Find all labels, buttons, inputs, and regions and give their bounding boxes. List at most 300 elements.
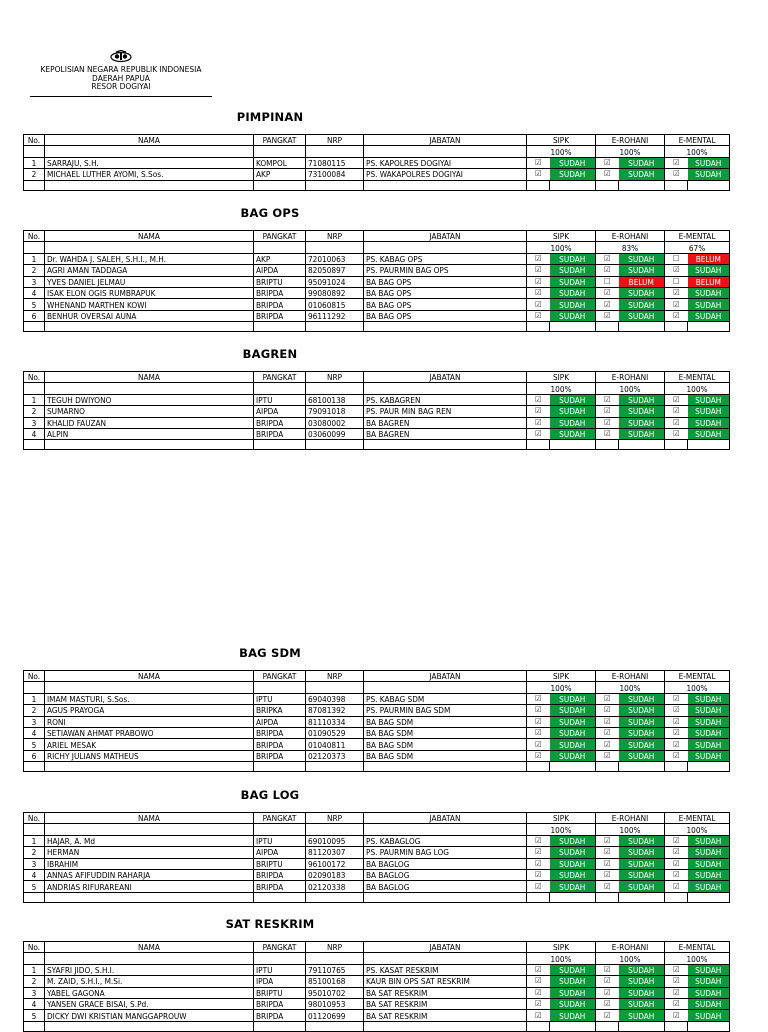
- sipk-status: SUDAH: [550, 739, 596, 750]
- sipk-status: SUDAH: [550, 705, 596, 716]
- pct-spacer-cell: [306, 953, 364, 964]
- col-header-erohani: E-ROHANI: [596, 942, 665, 953]
- erohani-status: SUDAH: [619, 869, 665, 880]
- empty-cell: [254, 440, 306, 450]
- col-header-emental: E-MENTAL: [665, 231, 730, 242]
- emental-status: SUDAH: [688, 835, 730, 846]
- erohani-checkbox-icon: ☑: [596, 299, 619, 310]
- empty-cell: [45, 180, 254, 190]
- row-nama: BENHUR OVERSAI AUNA: [45, 310, 254, 321]
- section-title-bagren: BAGREN: [242, 347, 298, 361]
- table-header-row: [24, 942, 730, 953]
- pct-spacer-cell: [306, 824, 364, 835]
- erohani-status: SUDAH: [619, 750, 665, 761]
- row-no: 1: [24, 157, 45, 168]
- col-header-erohani: E-ROHANI: [596, 135, 665, 146]
- sipk-percentage: 100%: [527, 682, 596, 693]
- emental-status: SUDAH: [688, 998, 730, 1009]
- table-row: [24, 253, 730, 264]
- row-no: 3: [24, 716, 45, 727]
- sipk-checkbox-icon: ☑: [527, 705, 550, 716]
- empty-cell: [688, 1021, 730, 1031]
- row-no: 4: [24, 727, 45, 738]
- table-header-row: [24, 372, 730, 383]
- erohani-checkbox-icon: ☑: [596, 705, 619, 716]
- erohani-checkbox-icon: ☑: [596, 394, 619, 405]
- sipk-status: SUDAH: [550, 858, 596, 869]
- table-bagren: [23, 371, 730, 450]
- row-pangkat: BRIPDA: [254, 727, 306, 738]
- row-nrp: 81120307: [306, 847, 364, 858]
- empty-cell: [550, 322, 596, 332]
- col-header-nrp: NRP: [306, 942, 364, 953]
- row-pangkat: BRIPDA: [254, 881, 306, 892]
- row-jabatan: KAUR BIN OPS SAT RESKRIM: [364, 976, 527, 987]
- empty-cell: [254, 322, 306, 332]
- erohani-status: SUDAH: [619, 1010, 665, 1021]
- emental-status: SUDAH: [688, 417, 730, 428]
- row-pangkat: IPTU: [254, 394, 306, 405]
- table-row: [24, 276, 730, 287]
- col-header-nama: NAMA: [45, 135, 254, 146]
- row-nama: TEGUH DWIYONO: [45, 394, 254, 405]
- emental-status: SUDAH: [688, 964, 730, 975]
- row-no: 1: [24, 394, 45, 405]
- row-nrp: 73100084: [306, 169, 364, 180]
- erohani-status: SUDAH: [619, 987, 665, 998]
- emental-status: SUDAH: [688, 727, 730, 738]
- empty-cell: [364, 1021, 527, 1031]
- empty-cell: [688, 892, 730, 902]
- erohani-checkbox-icon: ☑: [596, 835, 619, 846]
- emental-checkbox-icon: ☑: [665, 998, 688, 1009]
- erohani-status: SUDAH: [619, 881, 665, 892]
- row-pangkat: BRIPDA: [254, 998, 306, 1009]
- row-nama: SETIAWAN AHMAT PRABOWO: [45, 727, 254, 738]
- row-nrp: 71080115: [306, 157, 364, 168]
- empty-cell: [364, 892, 527, 902]
- row-nama: IBRAHIM: [45, 858, 254, 869]
- sipk-percentage: 100%: [527, 242, 596, 253]
- erohani-status: SUDAH: [619, 847, 665, 858]
- row-no: 4: [24, 428, 45, 439]
- sipk-checkbox-icon: ☑: [527, 253, 550, 264]
- row-nama: ANDRIAS RIFURAREANI: [45, 881, 254, 892]
- emental-checkbox-icon: ☑: [665, 869, 688, 880]
- empty-cell: [364, 322, 527, 332]
- erohani-checkbox-icon: ☑: [596, 169, 619, 180]
- empty-cell: [596, 180, 619, 190]
- emental-status: SUDAH: [688, 428, 730, 439]
- row-no: 5: [24, 1010, 45, 1021]
- emental-checkbox-icon: ☑: [665, 265, 688, 276]
- col-header-erohani: E-ROHANI: [596, 671, 665, 682]
- row-jabatan: BA BAG SDM: [364, 739, 527, 750]
- row-jabatan: BA BAG SDM: [364, 716, 527, 727]
- pct-spacer-cell: [306, 383, 364, 394]
- row-pangkat: IPTU: [254, 835, 306, 846]
- table-row: [24, 287, 730, 298]
- table-percentage-row: [24, 242, 730, 253]
- emental-status: SUDAH: [688, 406, 730, 417]
- erohani-status: SUDAH: [619, 157, 665, 168]
- table-row: [24, 157, 730, 168]
- empty-cell: [619, 180, 665, 190]
- emental-percentage: 100%: [665, 682, 730, 693]
- emental-checkbox-icon: ☑: [665, 964, 688, 975]
- empty-cell: [527, 322, 550, 332]
- empty-cell: [550, 440, 596, 450]
- erohani-percentage: 100%: [596, 953, 665, 964]
- table-row: [24, 716, 730, 727]
- pct-spacer-cell: [45, 824, 254, 835]
- row-nama: WHENAND MARTHEN KOWI: [45, 299, 254, 310]
- col-header-nama: NAMA: [45, 671, 254, 682]
- empty-cell: [45, 1021, 254, 1031]
- row-no: 5: [24, 739, 45, 750]
- row-pangkat: BRIPKA: [254, 705, 306, 716]
- row-jabatan: BA BAG OPS: [364, 310, 527, 321]
- empty-cell: [45, 762, 254, 772]
- emental-checkbox-icon: ☑: [665, 847, 688, 858]
- sipk-status: SUDAH: [550, 835, 596, 846]
- table-row: [24, 705, 730, 716]
- erohani-percentage: 100%: [596, 146, 665, 157]
- sipk-status: SUDAH: [550, 394, 596, 405]
- row-nrp: 03080002: [306, 417, 364, 428]
- sipk-checkbox-icon: ☑: [527, 987, 550, 998]
- row-jabatan: PS. PAURMIN BAG OPS: [364, 265, 527, 276]
- col-header-emental: E-MENTAL: [665, 372, 730, 383]
- emental-percentage: 100%: [665, 953, 730, 964]
- row-nama: Dr. WAHDA J. SALEH, S.H.I., M.H.: [45, 253, 254, 264]
- row-nrp: 79110765: [306, 964, 364, 975]
- empty-cell: [364, 440, 527, 450]
- sipk-status: SUDAH: [550, 417, 596, 428]
- emental-status: BELUM: [688, 253, 730, 264]
- row-nama: IMAM MASTURI, S.Sos.: [45, 693, 254, 704]
- pct-spacer-cell: [24, 146, 45, 157]
- empty-cell: [688, 762, 730, 772]
- row-nama: DICKY DWI KRISTIAN MANGGAPROUW: [45, 1010, 254, 1021]
- erohani-status: SUDAH: [619, 253, 665, 264]
- row-pangkat: BRIPDA: [254, 428, 306, 439]
- row-jabatan: BA BAG OPS: [364, 287, 527, 298]
- col-header-sipk: SIPK: [527, 372, 596, 383]
- erohani-checkbox-icon: ☑: [596, 998, 619, 1009]
- row-pangkat: BRIPDA: [254, 299, 306, 310]
- emental-checkbox-icon: ☑: [665, 406, 688, 417]
- pct-spacer-cell: [364, 953, 527, 964]
- empty-cell: [619, 892, 665, 902]
- empty-cell: [24, 1021, 45, 1031]
- col-header-erohani: E-ROHANI: [596, 372, 665, 383]
- sipk-status: SUDAH: [550, 976, 596, 987]
- table-row: [24, 693, 730, 704]
- col-header-nrp: NRP: [306, 135, 364, 146]
- sipk-checkbox-icon: ☑: [527, 964, 550, 975]
- emental-percentage: 100%: [665, 824, 730, 835]
- erohani-checkbox-icon: ☑: [596, 716, 619, 727]
- emental-checkbox-icon: ☑: [665, 716, 688, 727]
- table-row: [24, 299, 730, 310]
- col-header-nama: NAMA: [45, 813, 254, 824]
- sipk-status: SUDAH: [550, 1010, 596, 1021]
- emental-checkbox-icon: ☑: [665, 881, 688, 892]
- row-nama: YANSEN GRACE BISAI, S.Pd.: [45, 998, 254, 1009]
- sipk-status: SUDAH: [550, 847, 596, 858]
- col-header-pangkat: PANGKAT: [254, 942, 306, 953]
- table-row: [24, 998, 730, 1009]
- col-header-no: No.: [24, 813, 45, 824]
- empty-cell: [45, 322, 254, 332]
- empty-cell: [45, 892, 254, 902]
- row-no: 2: [24, 169, 45, 180]
- erohani-checkbox-icon: ☑: [596, 253, 619, 264]
- sipk-status: SUDAH: [550, 406, 596, 417]
- pct-spacer-cell: [254, 953, 306, 964]
- emental-status: SUDAH: [688, 739, 730, 750]
- sipk-status: SUDAH: [550, 276, 596, 287]
- empty-cell: [550, 892, 596, 902]
- row-nrp: 01060815: [306, 299, 364, 310]
- row-no: 3: [24, 987, 45, 998]
- table-empty-row: [24, 322, 730, 332]
- row-pangkat: BRIPDA: [254, 739, 306, 750]
- col-header-nama: NAMA: [45, 372, 254, 383]
- sipk-status: SUDAH: [550, 987, 596, 998]
- col-header-jabatan: JABATAN: [364, 135, 527, 146]
- row-jabatan: PS. KASAT RESKRIM: [364, 964, 527, 975]
- row-no: 3: [24, 858, 45, 869]
- row-nrp: 01120699: [306, 1010, 364, 1021]
- col-header-emental: E-MENTAL: [665, 135, 730, 146]
- emental-status: SUDAH: [688, 847, 730, 858]
- row-pangkat: IPDA: [254, 976, 306, 987]
- empty-cell: [688, 180, 730, 190]
- pct-spacer-cell: [45, 383, 254, 394]
- erohani-checkbox-icon: ☑: [596, 1010, 619, 1021]
- col-header-pangkat: PANGKAT: [254, 671, 306, 682]
- col-header-emental: E-MENTAL: [665, 813, 730, 824]
- col-header-emental: E-MENTAL: [665, 942, 730, 953]
- col-header-nrp: NRP: [306, 671, 364, 682]
- row-nama: ANNAS AFIFUDDIN RAHARJA: [45, 869, 254, 880]
- erohani-status: SUDAH: [619, 693, 665, 704]
- emental-status: SUDAH: [688, 299, 730, 310]
- pct-spacer-cell: [45, 953, 254, 964]
- empty-cell: [665, 322, 688, 332]
- emental-status: SUDAH: [688, 169, 730, 180]
- empty-cell: [596, 892, 619, 902]
- empty-cell: [688, 440, 730, 450]
- row-pangkat: BRIPDA: [254, 310, 306, 321]
- emental-checkbox-icon: ☑: [665, 693, 688, 704]
- row-jabatan: BA BAGREN: [364, 428, 527, 439]
- empty-cell: [665, 892, 688, 902]
- row-jabatan: PS. KABAG OPS: [364, 253, 527, 264]
- empty-cell: [24, 180, 45, 190]
- table-row: [24, 739, 730, 750]
- col-header-jabatan: JABATAN: [364, 942, 527, 953]
- erohani-status: SUDAH: [619, 287, 665, 298]
- section-title-sat-reskrim: SAT RESKRIM: [225, 917, 315, 931]
- row-jabatan: PS. KABAG SDM: [364, 693, 527, 704]
- erohani-status: SUDAH: [619, 727, 665, 738]
- pct-spacer-cell: [24, 242, 45, 253]
- row-nama: ALPIN: [45, 428, 254, 439]
- row-no: 2: [24, 847, 45, 858]
- empty-cell: [306, 1021, 364, 1031]
- emental-status: SUDAH: [688, 693, 730, 704]
- sipk-percentage: 100%: [527, 383, 596, 394]
- emental-checkbox-icon: ☑: [665, 299, 688, 310]
- empty-cell: [527, 440, 550, 450]
- sipk-status: SUDAH: [550, 310, 596, 321]
- erohani-status: SUDAH: [619, 265, 665, 276]
- empty-cell: [306, 892, 364, 902]
- pct-spacer-cell: [306, 682, 364, 693]
- row-jabatan: PS. PAURMIN BAG LOG: [364, 847, 527, 858]
- row-jabatan: BA BAGLOG: [364, 881, 527, 892]
- empty-cell: [619, 1021, 665, 1031]
- pct-spacer-cell: [364, 146, 527, 157]
- emental-checkbox-icon: ☐: [665, 276, 688, 287]
- col-header-no: No.: [24, 231, 45, 242]
- empty-cell: [596, 1021, 619, 1031]
- emental-checkbox-icon: ☑: [665, 310, 688, 321]
- sipk-checkbox-icon: ☑: [527, 310, 550, 321]
- pct-spacer-cell: [24, 953, 45, 964]
- row-pangkat: BRIPTU: [254, 987, 306, 998]
- row-pangkat: AIPDA: [254, 406, 306, 417]
- empty-cell: [24, 762, 45, 772]
- emental-status: SUDAH: [688, 310, 730, 321]
- sipk-status: SUDAH: [550, 727, 596, 738]
- row-nrp: 68100138: [306, 394, 364, 405]
- row-pangkat: BRIPTU: [254, 276, 306, 287]
- table-row: [24, 1010, 730, 1021]
- col-header-no: No.: [24, 942, 45, 953]
- table-percentage-row: [24, 953, 730, 964]
- sipk-checkbox-icon: ☑: [527, 858, 550, 869]
- pct-spacer-cell: [45, 146, 254, 157]
- emental-status: SUDAH: [688, 858, 730, 869]
- row-nama: HAJAR, A. Md: [45, 835, 254, 846]
- table-empty-row: [24, 180, 730, 190]
- row-nrp: 69040398: [306, 693, 364, 704]
- empty-cell: [306, 440, 364, 450]
- emental-checkbox-icon: ☑: [665, 705, 688, 716]
- erohani-status: SUDAH: [619, 835, 665, 846]
- emental-checkbox-icon: ☐: [665, 253, 688, 264]
- sipk-checkbox-icon: ☑: [527, 299, 550, 310]
- sipk-checkbox-icon: ☑: [527, 417, 550, 428]
- empty-cell: [688, 322, 730, 332]
- row-nrp: 69010095: [306, 835, 364, 846]
- section-title-pimpinan: PIMPINAN: [236, 110, 304, 124]
- col-header-emental: E-MENTAL: [665, 671, 730, 682]
- table-percentage-row: [24, 824, 730, 835]
- row-nrp: 02120373: [306, 750, 364, 761]
- row-nama: YABEL GAGONA: [45, 987, 254, 998]
- sipk-status: SUDAH: [550, 287, 596, 298]
- pct-spacer-cell: [45, 242, 254, 253]
- col-header-jabatan: JABATAN: [364, 372, 527, 383]
- table-row: [24, 428, 730, 439]
- header-rule: [30, 96, 212, 97]
- row-pangkat: IPTU: [254, 693, 306, 704]
- emental-checkbox-icon: ☑: [665, 428, 688, 439]
- erohani-percentage: 100%: [596, 383, 665, 394]
- col-header-erohani: E-ROHANI: [596, 231, 665, 242]
- document-header: [24, 50, 218, 97]
- erohani-checkbox-icon: ☑: [596, 987, 619, 998]
- sipk-status: SUDAH: [550, 716, 596, 727]
- table-row: [24, 964, 730, 975]
- header-line-1: KEPOLISIAN NEGARA REPUBLIK INDONESIA: [40, 65, 202, 74]
- empty-cell: [619, 322, 665, 332]
- sipk-status: SUDAH: [550, 869, 596, 880]
- row-no: 5: [24, 881, 45, 892]
- row-no: 4: [24, 287, 45, 298]
- row-no: 5: [24, 299, 45, 310]
- row-jabatan: BA BAGREN: [364, 417, 527, 428]
- row-jabatan: PS. KABAGLOG: [364, 835, 527, 846]
- empty-cell: [665, 1021, 688, 1031]
- pct-spacer-cell: [254, 682, 306, 693]
- erohani-percentage: 83%: [596, 242, 665, 253]
- emental-checkbox-icon: ☑: [665, 157, 688, 168]
- col-header-sipk: SIPK: [527, 135, 596, 146]
- empty-cell: [527, 180, 550, 190]
- erohani-status: SUDAH: [619, 976, 665, 987]
- pct-spacer-cell: [254, 824, 306, 835]
- row-nrp: 98010953: [306, 998, 364, 1009]
- col-header-pangkat: PANGKAT: [254, 135, 306, 146]
- sipk-checkbox-icon: ☑: [527, 881, 550, 892]
- table-header-row: [24, 231, 730, 242]
- col-header-sipk: SIPK: [527, 671, 596, 682]
- emental-percentage: 100%: [665, 146, 730, 157]
- table-row: [24, 835, 730, 846]
- emental-checkbox-icon: ☑: [665, 169, 688, 180]
- empty-cell: [306, 762, 364, 772]
- row-nama: YVES DANIEL JELMAU: [45, 276, 254, 287]
- empty-cell: [550, 180, 596, 190]
- col-header-nama: NAMA: [45, 231, 254, 242]
- emental-status: SUDAH: [688, 157, 730, 168]
- empty-cell: [527, 762, 550, 772]
- table-row: [24, 976, 730, 987]
- table-empty-row: [24, 762, 730, 772]
- erohani-status: SUDAH: [619, 858, 665, 869]
- erohani-status: SUDAH: [619, 169, 665, 180]
- sipk-checkbox-icon: ☑: [527, 406, 550, 417]
- col-header-pangkat: PANGKAT: [254, 813, 306, 824]
- emental-status: SUDAH: [688, 705, 730, 716]
- row-pangkat: AIPDA: [254, 847, 306, 858]
- row-nrp: 95010702: [306, 987, 364, 998]
- table-row: [24, 750, 730, 761]
- row-no: 6: [24, 750, 45, 761]
- pct-spacer-cell: [45, 682, 254, 693]
- empty-cell: [254, 892, 306, 902]
- erohani-status: SUDAH: [619, 299, 665, 310]
- row-pangkat: BRIPDA: [254, 750, 306, 761]
- empty-cell: [665, 180, 688, 190]
- pct-spacer-cell: [254, 146, 306, 157]
